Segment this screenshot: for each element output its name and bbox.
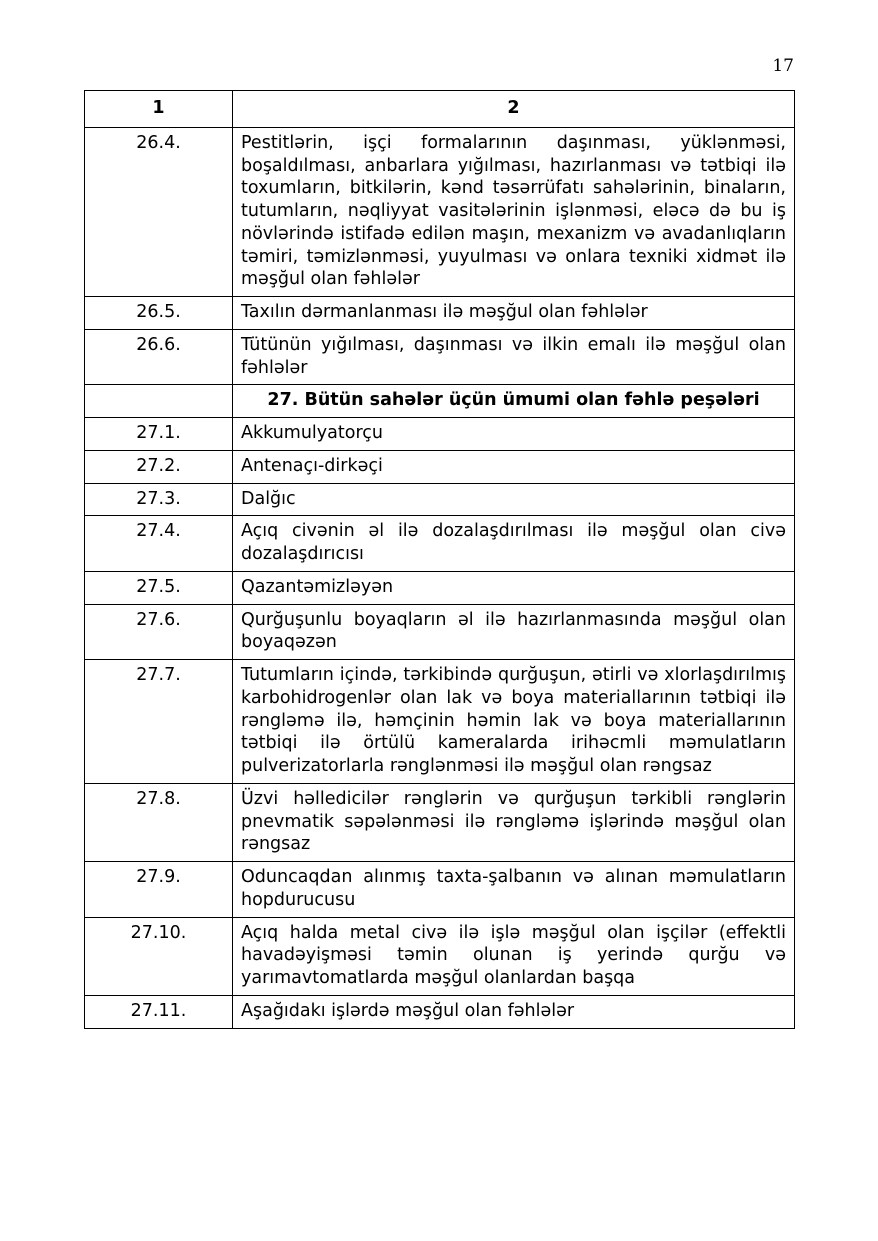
row-number: 26.5. [85, 297, 233, 330]
table-row [85, 418, 795, 451]
table-row [85, 783, 795, 861]
row-text: Akkumulyatorçu [233, 418, 795, 451]
row-number: 27.3. [85, 483, 233, 516]
row-text: Açıq civənin əl ilə dozalaşdırılması ilə məşğul olan civə dozalaşdırıcısı [233, 516, 795, 572]
row-number: 27.9. [85, 862, 233, 918]
row-text: Pestitlərin, işçi formalarının daşınması, yüklənməsi, boşaldılması, anbarlara yığılması, hazırlanması və tətbiqi ilə toxumların, bitkilərin, kənd təsərrüfatı sahələrinin, binaların, tutumların, nəqliyyat vasitələrinin işlənməsi, eləcə də bu iş növlərində istifadə edilən maşın, mexanizm və avadanlıqların təmiri, təmizlənməsi, yuyulması və onlara texniki xidmət ilə məşğul olan fəhlələr [233, 127, 795, 296]
row-number [85, 385, 233, 418]
row-text: Taxılın dərmanlanması ilə məşğul olan fəhlələr [233, 297, 795, 330]
row-number: 27.7. [85, 660, 233, 784]
row-number: 27.8. [85, 783, 233, 861]
row-text: Açıq halda metal civə ilə işlə məşğul olan işçilər (effektli havadəyişməsi təmin olunan iş yerində qurğu və yarımavtomatlarda məşğul olanlardan başqa [233, 917, 795, 995]
row-number: 26.4. [85, 127, 233, 296]
table-row [85, 995, 795, 1028]
column-header-1: 1 [85, 91, 233, 128]
row-text: Üzvi həlledicilər rənglərin və qurğuşun tərkibli rənglərin pnevmatik səpələnməsi ilə rəngləmə işlərində məşğul olan rəngsaz [233, 783, 795, 861]
row-number: 27.5. [85, 571, 233, 604]
table-row [85, 571, 795, 604]
row-text: Tütünün yığılması, daşınması və ilkin emalı ilə məşğul olan fəhlələr [233, 329, 795, 385]
table-row [85, 862, 795, 918]
table-section-row [85, 385, 795, 418]
row-text: Aşağıdakı işlərdə məşğul olan fəhlələr [233, 995, 795, 1028]
row-text: Antenaçı-dirkəçi [233, 450, 795, 483]
row-number: 27.11. [85, 995, 233, 1028]
table-row [85, 917, 795, 995]
row-number: 26.6. [85, 329, 233, 385]
row-text: Dalğıc [233, 483, 795, 516]
table-row [85, 483, 795, 516]
row-number: 27.4. [85, 516, 233, 572]
table-row [85, 516, 795, 572]
page-number: 17 [772, 56, 794, 76]
table-body [85, 91, 795, 1029]
row-text: Oduncaqdan alınmış taxta-şalbanın və alınan məmulatların hopdurucusu [233, 862, 795, 918]
row-number: 27.6. [85, 604, 233, 660]
row-number: 27.1. [85, 418, 233, 451]
table-row [85, 660, 795, 784]
table-header-row [85, 91, 795, 128]
table-row [85, 127, 795, 296]
column-header-2: 2 [233, 91, 795, 128]
row-number: 27.2. [85, 450, 233, 483]
table-row [85, 329, 795, 385]
section-title: 27. Bütün sahələr üçün ümumi olan fəhlə peşələri [233, 385, 795, 418]
table-row [85, 604, 795, 660]
occupations-table [84, 90, 795, 1029]
table-row [85, 450, 795, 483]
row-number: 27.10. [85, 917, 233, 995]
row-text: Tutumların içində, tərkibində qurğuşun, ətirli və xlorlaşdırılmış karbohidrogenlər olan lak və boya materiallarının tətbiqi ilə rəngləmə ilə, həmçinin həmin lak və boya materiallarının tətbiqi ilə örtülü kameralarda irihəcmli məmulatların pulverizatorlarla rənglənməsi ilə məşğul olan rəngsaz [233, 660, 795, 784]
table-row [85, 297, 795, 330]
row-text: Qazantəmizləyən [233, 571, 795, 604]
row-text: Qurğuşunlu boyaqların əl ilə hazırlanmasında məşğul olan boyaqəzən [233, 604, 795, 660]
